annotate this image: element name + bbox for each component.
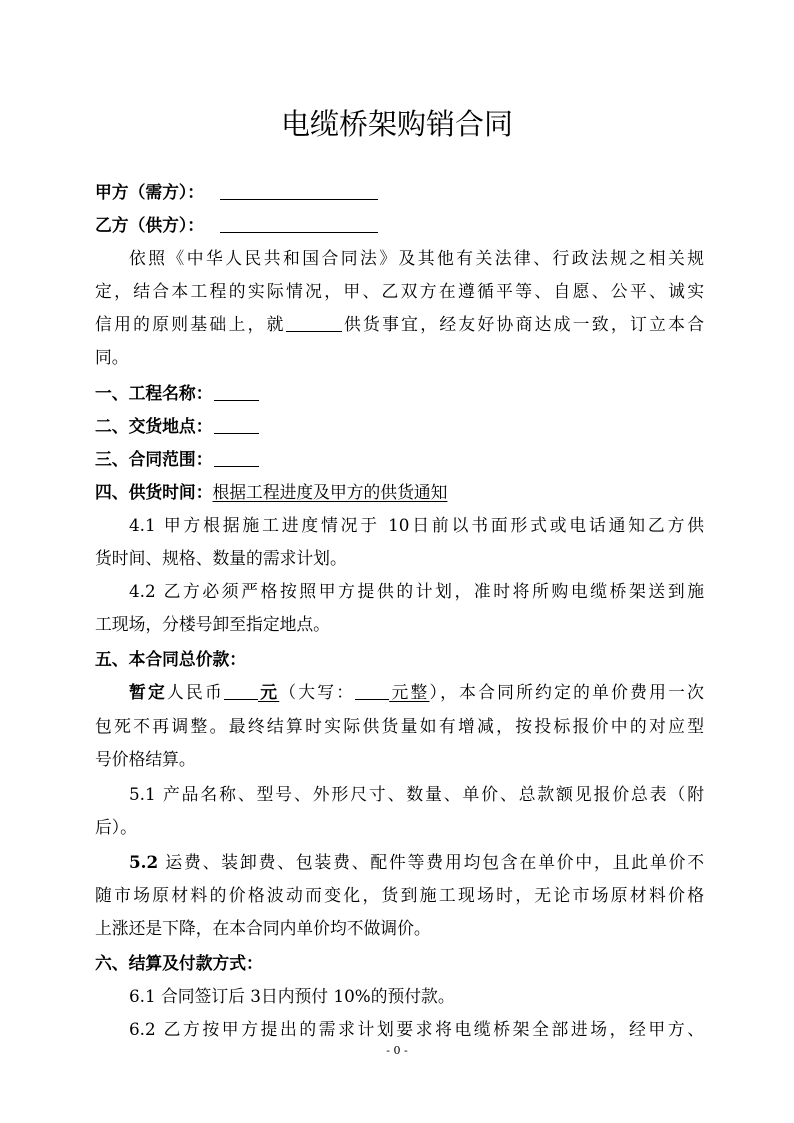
text-line — [95, 410, 704, 443]
text-line — [95, 308, 704, 341]
fill-in-blank — [355, 681, 389, 700]
fill-in-blank — [214, 382, 259, 401]
bold-text: 三、合同范围： — [95, 448, 213, 469]
bold-text: 5.2 — [129, 851, 159, 872]
text-line — [95, 377, 704, 410]
document-title: 电缆桥架购销合同 — [280, 107, 513, 141]
text-line — [95, 1013, 704, 1046]
text-line — [95, 643, 704, 676]
fill-in-blank — [220, 214, 378, 233]
text-run: 运费、装卸费、包装费、配件等费用均包含在单价中，且此单价不 — [158, 851, 704, 872]
text-line — [95, 209, 704, 242]
text-run: 同。 — [95, 347, 129, 368]
fill-in-blank — [214, 448, 259, 467]
text-line — [95, 912, 704, 945]
page-number: - 0 - — [386, 1044, 408, 1057]
fill-in-blank — [220, 181, 378, 200]
text-line — [95, 676, 704, 709]
text-line — [95, 778, 704, 811]
text-line — [95, 575, 704, 608]
text-run: 6.1 合同签订后 3日内预付 10%的预付款。 — [129, 986, 455, 1007]
text-run: 5.1 产品名称、型号、外形尺寸、数量、单价、总款额见报价总表（附 — [129, 783, 704, 804]
text-run: 定，结合本工程的实际情况，甲、乙双方在遵循平等、自愿、公平、诚实 — [95, 281, 704, 302]
bold-text: 甲方（需方）： — [95, 182, 205, 202]
text-run: 人民币 — [167, 682, 225, 703]
underlined-text: 根据工程进度及甲方的供货通知 — [212, 481, 448, 502]
text-run: 号价格结算。 — [95, 748, 196, 769]
text-run: （大写： — [279, 682, 356, 703]
text-line — [95, 509, 704, 542]
text-line — [95, 608, 704, 641]
text-line — [95, 443, 704, 476]
text-run: 包死不再调整。最终结算时实际供货量如有增减，按投标报价中的对应型 — [95, 715, 704, 736]
text-run: 6.2 乙方按甲方提出的需求计划要求将电缆桥架全部进场，经甲方、 — [129, 1019, 704, 1040]
text-line — [95, 275, 704, 308]
text-line — [95, 811, 704, 844]
bold-text: 乙方（供方）： — [95, 215, 205, 236]
text-run: 随市场原材料的价格波动而变化，货到施工现场时，无论市场原材料价格 — [95, 884, 704, 905]
text-line — [95, 879, 704, 912]
text-line — [95, 542, 704, 575]
text-line — [95, 476, 704, 509]
text-run: 上涨还是下降，在本合同内单价均不做调价。 — [95, 918, 431, 939]
text-run: 4.1 甲方根据施工进度情况于 10日前以书面形式或电话通知乙方供 — [129, 514, 704, 535]
bold-text: 五、本合同总价款： — [95, 649, 247, 670]
bold-text: 一、工程名称： — [95, 382, 213, 403]
text-run: 工现场，分楼号卸至指定地点。 — [95, 614, 330, 635]
bold-text: 暂定 — [129, 682, 168, 703]
bold-text: 六、结算及付款方式： — [95, 953, 263, 974]
underlined-text: 元整 — [389, 682, 430, 703]
text-run: 4.2 乙方必须严格按照甲方提供的计划，准时将所购电缆桥架送到施 — [129, 581, 704, 602]
text-run: 后）。 — [95, 816, 137, 837]
text-line — [95, 743, 704, 776]
fill-in-blank — [214, 415, 259, 434]
text-line — [95, 710, 704, 743]
text-line — [95, 846, 704, 879]
fill-in-blank — [286, 313, 342, 332]
text-run: 供货事宜，经友好协商达成一致，订立本合 — [341, 314, 704, 335]
bold-text: 二、交货地点： — [95, 415, 213, 436]
text-line — [95, 242, 704, 275]
text-line — [95, 947, 704, 980]
bold-text: 元 — [258, 682, 280, 703]
document-body — [95, 176, 704, 1046]
text-run: ），本合同所约定的单价费用一次 — [429, 682, 704, 703]
text-line — [95, 341, 704, 374]
text-line — [95, 980, 704, 1013]
text-run: 依照《中华人民共和国合同法》及其他有关法律、行政法规之相关规 — [129, 248, 704, 269]
bold-text: 四、供货时间： — [95, 481, 213, 502]
text-run: 信用的原则基础上，就 — [95, 314, 286, 335]
fill-in-blank — [224, 681, 258, 700]
text-line — [95, 176, 704, 209]
text-run: 货时间、规格、数量的需求计划。 — [95, 548, 347, 569]
